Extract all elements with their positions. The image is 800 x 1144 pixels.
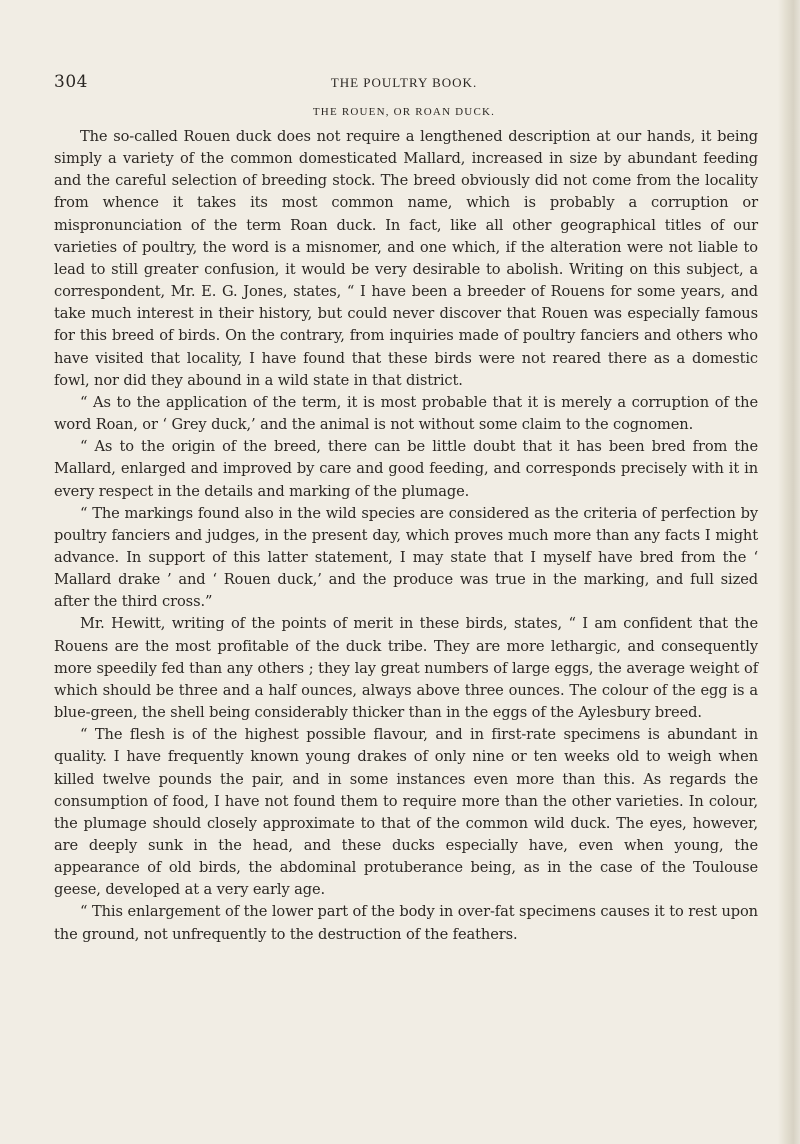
- paragraph-5: Mr. Hewitt, writing of the points of merit in these birds, states, “ I am confident that the Rouens are the most profitable of the duck tribe. They are more lethargic, and consequently more speedily fed than any others ; they lay great numbers of large eggs, the average weight of which should be three and a half ounces, always above three ounces. The colour of the egg is a blue-green, the shell being considerably thicker than in the eggs of the Aylesbury breed.: [54, 615, 758, 722]
- paragraph-7: “ This enlargement of the lower part of the body in over-fat specimens causes it to rest upon the ground, not unfrequently to the destruction of the feathers.: [54, 903, 758, 943]
- book-title: THE POULTRY BOOK.: [330, 75, 478, 90]
- paragraph-3: “ As to the origin of the breed, there can be little doubt that it has been bred from the Mallard, enlarged and improved by care and good feeding, and corresponds precisely with it in every respect in the details and marking of the plumage.: [54, 438, 758, 500]
- paragraph-2: “ As to the application of the term, it is most probable that it is merely a corruption of the word Roan, or ‘ Grey duck,’ and the animal is not without some claim to the cognomen.: [54, 393, 758, 434]
- paragraph-1: The so-called Rouen duck does not require a lengthened description at our hands, it being simply a variety of the common domesticated Mallard, increased in size by abundant feeding and the careful selection of breeding stock. The breed obviously did not come from the locality from whence it takes its most common name, which is probably a corruption or mispronunciation of the term Roan duck. In fact, like all other geographical titles of our varieties of poultry, the word is a misnomer, and one which, if the alteration were not liable to lead to still greater confusion, it would be very desirable to abolish. Writing on this subject, a correspondent, Mr. E. G. Jones, states, “ I have been a breeder of Rouens for some years, and take much interest in their history, but could never discover that Rouen was especially famous for this breed of birds. On the contrary, from inquiries made of poultry fanciers and others who have visited that locality, I have found that these birds were not reared there as a domestic fowl, nor did they abound in a wild state in that district.: [54, 128, 758, 389]
- section-title: THE ROUEN, OR ROAN DUCK.: [312, 106, 496, 118]
- page-edge-shadow: [778, 0, 800, 1144]
- paragraph-6: “ The flesh is of the highest possible flavour, and in first-rate specimens is abundant in quality. I have frequently known young drakes of only nine or ten weeks old to weigh when killed twelve pounds the pair, and in some instances even more than this. As regards the consumption of food, I have not found them to require more than the other varieties. In colour, the plumage should closely approximate to that of the common wild duck. The eyes, however, are deeply sunk in the head, and these ducks especially have, even when young, the appearance of old birds, the abdominal protuberance being, as in the case of the Toulouse geese, developed at a very early age.: [54, 726, 758, 899]
- paragraph-4: “ The markings found also in the wild species are considered as the criteria of perfection by poultry fanciers and judges, in the present day, which proves much more than any facts I might advance. In support of this latter statement, I may state that I myself have bred from the ‘ Mallard drake ’ and ‘ Rouen duck,’ and the produce was true in the marking, and full sized after the third cross.”: [54, 504, 758, 611]
- page-number: 304: [54, 72, 88, 92]
- body-text: [54, 126, 758, 946]
- running-head: [54, 72, 754, 94]
